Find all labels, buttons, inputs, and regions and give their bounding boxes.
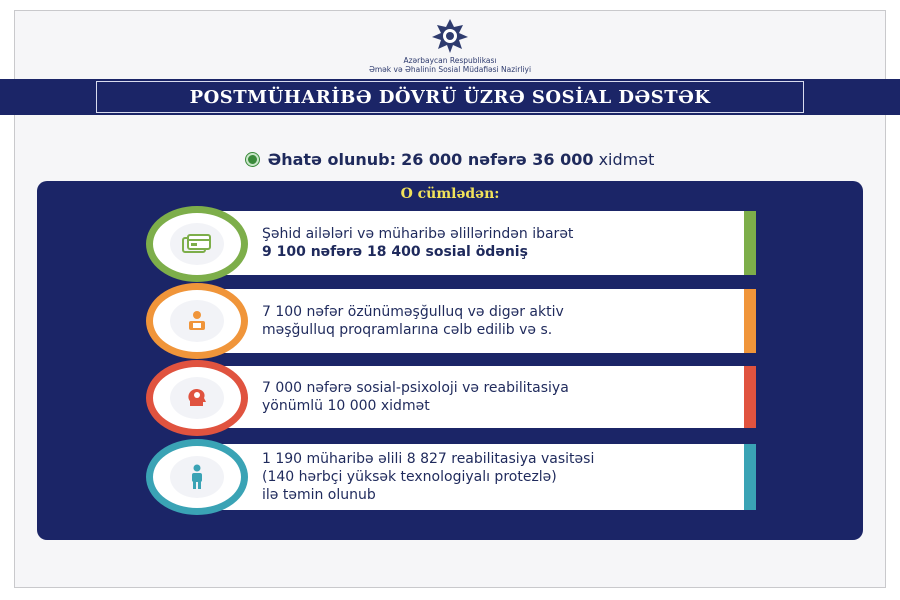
support-card-psychology xyxy=(190,366,756,428)
card-line-1: 7 100 nəfər özünüməşğulluq və digər aktiv xyxy=(262,304,564,320)
card-money-icon xyxy=(182,233,212,255)
ministry-line-2: Əmək və Əhalinin Sosial Müdafiəsi Nazirliyi xyxy=(368,65,532,74)
person-icon xyxy=(187,464,207,490)
ministry-logo xyxy=(424,17,476,53)
coverage-value-strong: 26 000 nəfərə 36 000 xyxy=(401,150,594,169)
card-line-1: 1 190 müharibə əlili 8 827 reabilitasiya vasitəsi xyxy=(262,451,595,467)
card-icon-circle xyxy=(146,439,248,515)
card-text xyxy=(262,366,738,428)
head-brain-icon xyxy=(185,386,209,410)
ministry-line-1: Azərbaycan Respublikası xyxy=(403,56,497,65)
bullet-icon xyxy=(246,153,259,166)
card-text xyxy=(262,289,738,353)
support-card-rehabilitation xyxy=(190,444,756,510)
card-line-2: yönümlü 10 000 xidmət xyxy=(262,398,430,414)
card-line-1: Şəhid ailələri və müharibə əlillərindən ibarət xyxy=(262,226,574,242)
coverage-label: Əhatə olunub: xyxy=(267,150,396,169)
card-icon-circle xyxy=(146,206,248,282)
accent-bar xyxy=(744,444,756,510)
card-text xyxy=(262,444,738,510)
worker-icon xyxy=(185,309,209,333)
ministry-name xyxy=(300,56,600,74)
coverage-value-rest: xidmət xyxy=(593,150,655,169)
card-icon-circle xyxy=(146,283,248,359)
card-line-1: 7 000 nəfərə sosial-psixoloji və reabilitasiya xyxy=(262,380,569,396)
page-title: POSTMÜHARİBƏ DÖVRÜ ÜZRƏ SOSİAL DƏSTƏK xyxy=(189,86,711,108)
accent-bar xyxy=(744,211,756,275)
accent-bar xyxy=(744,366,756,428)
accent-bar xyxy=(744,289,756,353)
coverage-summary xyxy=(0,150,900,169)
card-text xyxy=(262,211,738,275)
card-line-2: 9 100 nəfərə 18 400 sosial ödəniş xyxy=(262,244,528,260)
card-line-3: ilə təmin olunub xyxy=(262,487,376,503)
title-box xyxy=(96,81,804,113)
card-icon-circle xyxy=(146,360,248,436)
panel-subheading: O cümlədən: xyxy=(400,186,500,202)
support-card-employment xyxy=(190,289,756,353)
card-line-2: məşğulluq proqramlarına cəlb edilib və s. xyxy=(262,322,553,338)
support-card-payments xyxy=(190,211,756,275)
card-line-2: (140 hərbçi yüksək texnologiyalı protezlə) xyxy=(262,469,557,485)
